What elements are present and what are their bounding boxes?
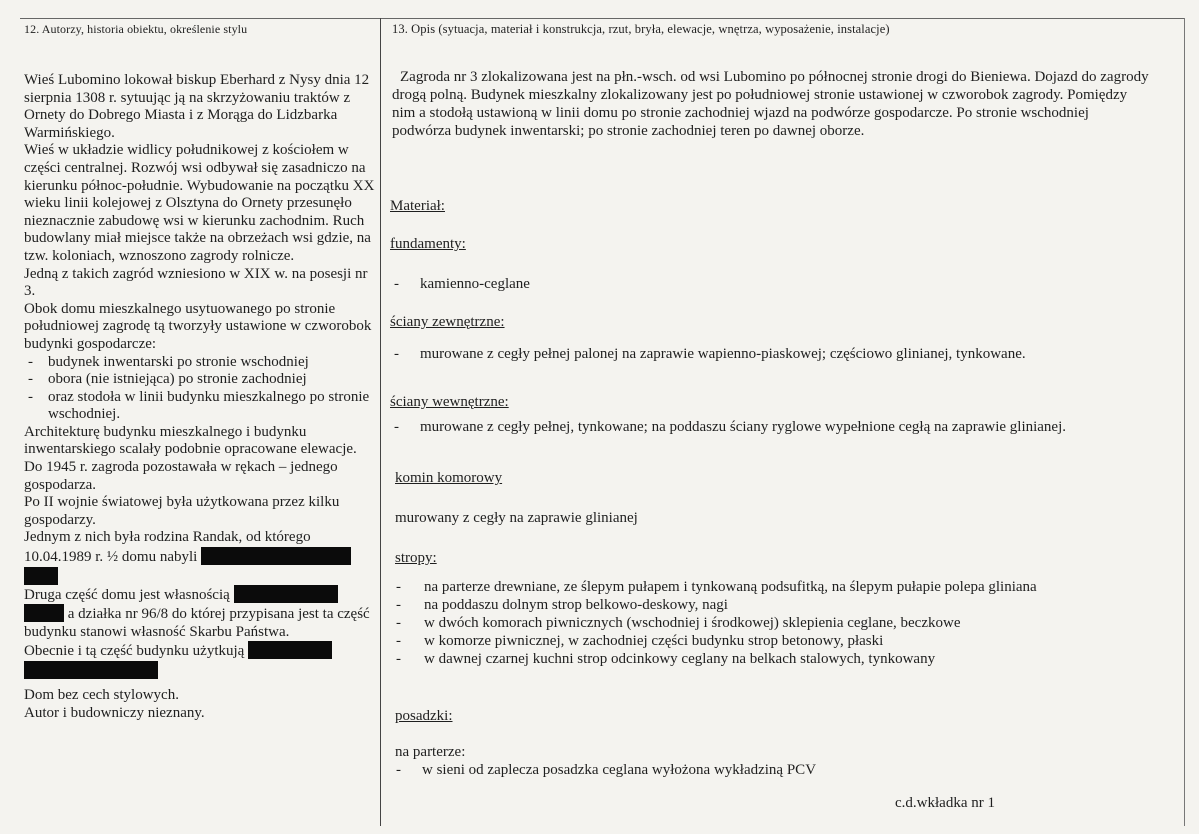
sciany-wew-heading: ściany wewnętrzne: [390,394,509,410]
ownership-text: Druga część domu jest własnością [24,586,230,603]
ownership-text: Jednym z nich była rodzina Randak, od którego 10.04.1989 r. ½ domu nabyli [24,529,311,566]
intro-paragraph: Zagroda nr 3 zlokalizowana jest na płn.-wsch. od wsi Lubomino po północnej stronie drogi do Bieniewa. Dojazd do zagrody drogą polną. Budynek mieszkalny zlokalizowany jest po południowej stronie ustawionej w czworobok zagrody. Pomiędzy nim a stodołą ustawioną w linii domu po stronie zachodniej wjazd na podwórze gospodarcze. Po stronie wschodniej podwórza budynek inwentarski; po stronie zachodniej teren po dawnej oborze. [392,69,1149,139]
list-item: - oraz stodoła w linii budynku mieszkalnego po stronie wschodniej. [24,389,376,424]
farm-buildings-list [24,354,376,424]
ownership-paragraph [24,604,376,641]
list-item: - budynek inwentarski po stronie wschodniej [24,354,376,372]
posadzki-subheading: na parterze: [395,744,466,760]
list-item: - w dawnej czarnej kuchni strop odcinkowy ceglany na belkach stalowych, tynkowany [392,650,1162,668]
redaction-block [24,604,64,622]
description-section [390,68,1150,140]
list-item: - w dwóch komorach piwnicznych (wschodniej i środkowej) sklepienia ceglane, beczkowe [392,614,1162,632]
continuation-note: c.d.wkładka nr 1 [895,795,995,811]
ownership-paragraph [24,641,376,661]
history-paragraph: Obok domu mieszkalnego usytuowanego po stronie południowej zagrodę tą tworzyły ustawione w czworobok budynki gospodarcze: [24,300,372,352]
redaction-block [24,567,58,585]
ownership-text: a działka nr 96/8 do której przypisana jest ta część budynku stanowi własność Skarbu Państwa. [24,606,370,640]
list-item: - obora (nie istniejąca) po stronie zachodniej [24,371,376,389]
author-note: Autor i budowniczy nieznany. [24,704,205,721]
history-paragraph: Jedną z takich zagród wzniesiono w XIX w. na posesji nr 3. [24,265,368,300]
posadzki-heading: posadzki: [395,708,453,724]
stropy-list [392,578,1162,668]
left-column-header: 12. Autorzy, historia obiektu, określenie stylu [24,22,248,36]
right-border [1184,18,1185,826]
redaction-block [201,547,351,565]
list-item: - w komorze piwnicznej, w zachodniej części budynku strop betonowy, płaski [392,632,1162,650]
sciany-zew-item: - murowane z cegły pełnej palonej na zaprawie wapienno-piaskowej; częściowo glinianej, tynkowane. [390,346,1180,363]
list-item: - na parterze drewniane, ze ślepym pułapem i tynkowaną podsufitką, na ślepym pułapie polepa gliniana [392,578,1162,596]
posadzki-item: - w sieni od zaplecza posadzka ceglana wyłożona wykładziną PCV [392,762,1122,779]
column-divider [380,18,381,826]
fundamenty-item: - kamienno-ceglane [390,276,1180,293]
history-paragraph: Wieś Lubomino lokował biskup Eberhard z Nysy dnia 12 sierpnia 1308 r. sytuując ją na skrzyżowaniu traktów z Ornety do Dobrego Miasta i z Morąga do Lidzbarka Warmińskiego. [24,72,370,141]
redaction-block [24,661,158,679]
history-paragraph: Po II wojnie światowej była użytkowana przez kilku gospodarzy. [24,494,340,528]
ownership-text: Obecnie i tą część budynku użytkują [24,643,245,660]
sciany-wew-item: - murowane z cegły pełnej, tynkowane; na poddaszu ściany ryglowe wypełnione cegłą na zaprawie glinianej. [390,418,1172,436]
fundamenty-heading: fundamenty: [390,236,466,252]
history-paragraph: Wieś w układzie widlicy południkowej z kościołem w części centralnej. Rozwój wsi odbywał się zasadniczo na kierunku północ-południe. Wybudowanie na początku XX wieku linii kolejowej z Olsztyna do Ornety przesunęło nieznacznie zabudowę wsi w kierunku zachodnim. Ruch budowlany miał miejsce także na obrzeżach wsi gdzie, na tzw. koloniach, wznoszono zagrody rolnicze. [24,142,375,264]
material-heading: Materiał: [390,198,445,214]
top-border [20,18,1185,19]
style-note: Dom bez cech stylowych. [24,687,179,703]
redaction-block [248,641,332,659]
stropy-heading: stropy: [395,550,437,566]
history-paragraph: Architekturę budynku mieszkalnego i budynku inwentarskiego scalały podobnie opracowane elewacje. Do 1945 r. zagroda pozostawała w rękach – jednego gospodarza. [24,423,357,493]
komin-heading: komin komorowy [395,470,503,486]
komin-text: murowany z cegły na zaprawie glinianej [395,510,638,526]
ownership-paragraph [24,585,376,605]
sciany-zew-heading: ściany zewnętrzne: [390,314,505,330]
ownership-paragraph [24,529,376,566]
redaction-block [234,585,338,603]
list-item: - na poddaszu dolnym strop belkowo-deskowy, nagi [392,596,1162,614]
history-section [24,72,376,722]
right-column-header: 13. Opis (sytuacja, materiał i konstrukcja, rzut, bryła, elewacje, wnętrza, wyposażenie, instalacje) [392,22,890,36]
